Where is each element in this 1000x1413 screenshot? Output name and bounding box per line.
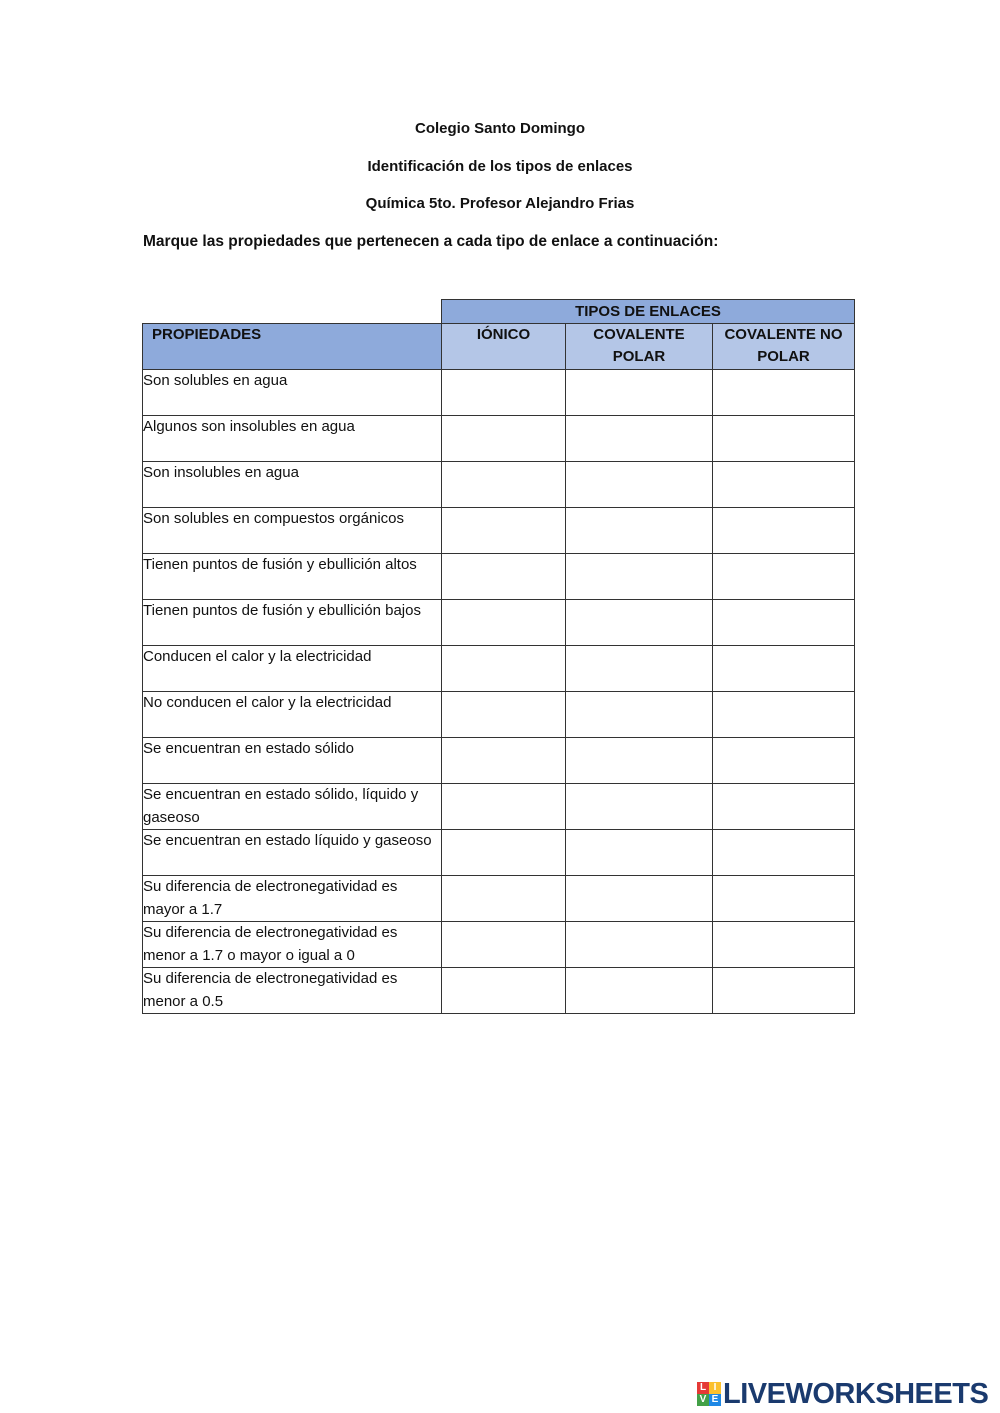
properties-table [142,299,855,1014]
table-row [143,370,855,416]
ionic-answer-cell[interactable] [442,692,566,738]
polar-covalent-answer-cell[interactable] [566,416,713,462]
ionic-answer-cell[interactable] [442,922,566,968]
worksheet-title: Identificación de los tipos de enlaces [367,158,633,175]
ionic-answer-cell[interactable] [442,508,566,554]
liveworksheets-logo-icon: L I V E [697,1382,721,1406]
instruction-text: Marque las propiedades que pertenecen a cada tipo de enlace a continuación: [143,233,719,250]
table-row [143,692,855,738]
property-label: Se encuentran en estado sólido [143,738,442,784]
ionic-answer-cell[interactable] [442,738,566,784]
nonpolar-covalent-answer-cell[interactable] [713,922,855,968]
nonpolar-covalent-answer-cell[interactable] [713,830,855,876]
ionic-answer-cell[interactable] [442,416,566,462]
blank-corner-cell [143,300,442,324]
property-label: No conducen el calor y la electricidad [143,692,442,738]
property-label: Se encuentran en estado líquido y gaseoso [143,830,442,876]
polar-covalent-answer-cell[interactable] [566,830,713,876]
property-label: Su diferencia de electronegatividad es menor a 1.7 o mayor o igual a 0 [143,922,442,968]
polar-covalent-answer-cell[interactable] [566,554,713,600]
polar-covalent-answer-cell[interactable] [566,370,713,416]
nonpolar-covalent-answer-cell[interactable] [713,554,855,600]
ionic-answer-cell[interactable] [442,554,566,600]
property-label: Son insolubles en agua [143,462,442,508]
table-row [143,600,855,646]
table-row [143,416,855,462]
table-row [143,830,855,876]
polar-covalent-answer-cell[interactable] [566,508,713,554]
table-row [143,922,855,968]
nonpolar-covalent-answer-cell[interactable] [713,738,855,784]
property-label: Tienen puntos de fusión y ebullición altos [143,554,442,600]
table-row [143,508,855,554]
nonpolar-covalent-answer-cell[interactable] [713,876,855,922]
ionic-answer-cell[interactable] [442,876,566,922]
nonpolar-covalent-answer-cell[interactable] [713,600,855,646]
property-label: Su diferencia de electronegatividad es menor a 0.5 [143,968,442,1014]
course-teacher: Química 5to. Profesor Alejandro Frias [365,195,635,212]
nonpolar-covalent-column-header: COVALENTE NO POLAR [713,324,855,370]
table-row [143,462,855,508]
school-name: Colegio Santo Domingo [415,120,585,137]
polar-covalent-answer-cell[interactable] [566,738,713,784]
polar-covalent-column-header: COVALENTE POLAR [566,324,713,370]
property-label: Su diferencia de electronegatividad es mayor a 1.7 [143,876,442,922]
nonpolar-covalent-answer-cell[interactable] [713,784,855,830]
polar-covalent-answer-cell[interactable] [566,922,713,968]
properties-column-header: PROPIEDADES [143,324,442,370]
ionic-answer-cell[interactable] [442,600,566,646]
table-row [143,646,855,692]
polar-covalent-answer-cell[interactable] [566,646,713,692]
ionic-answer-cell[interactable] [442,968,566,1014]
nonpolar-covalent-answer-cell[interactable] [713,692,855,738]
liveworksheets-watermark [697,1378,988,1410]
polar-covalent-answer-cell[interactable] [566,968,713,1014]
nonpolar-covalent-answer-cell[interactable] [713,462,855,508]
property-label: Se encuentran en estado sólido, líquido y gaseoso [143,784,442,830]
ionic-answer-cell[interactable] [442,462,566,508]
nonpolar-covalent-answer-cell[interactable] [713,416,855,462]
polar-covalent-answer-cell[interactable] [566,600,713,646]
polar-covalent-answer-cell[interactable] [566,462,713,508]
nonpolar-covalent-answer-cell[interactable] [713,370,855,416]
watermark-text: LIVEWORKSHEETS [723,1377,989,1410]
ionic-column-header: IÓNICO [442,324,566,370]
property-label: Son solubles en agua [143,370,442,416]
property-label: Conducen el calor y la electricidad [143,646,442,692]
ionic-answer-cell[interactable] [442,784,566,830]
property-label: Algunos son insolubles en agua [143,416,442,462]
table-row [143,554,855,600]
polar-covalent-answer-cell[interactable] [566,784,713,830]
nonpolar-covalent-answer-cell[interactable] [713,968,855,1014]
table-row [143,876,855,922]
ionic-answer-cell[interactable] [442,830,566,876]
polar-covalent-answer-cell[interactable] [566,692,713,738]
property-label: Son solubles en compuestos orgánicos [143,508,442,554]
ionic-answer-cell[interactable] [442,646,566,692]
bond-types-header: TIPOS DE ENLACES [442,300,855,324]
nonpolar-covalent-answer-cell[interactable] [713,508,855,554]
polar-covalent-answer-cell[interactable] [566,876,713,922]
table-body [143,370,855,1014]
property-label: Tienen puntos de fusión y ebullición bajos [143,600,442,646]
table-row [143,784,855,830]
nonpolar-covalent-answer-cell[interactable] [713,646,855,692]
ionic-answer-cell[interactable] [442,370,566,416]
table-row [143,968,855,1014]
table-row [143,738,855,784]
